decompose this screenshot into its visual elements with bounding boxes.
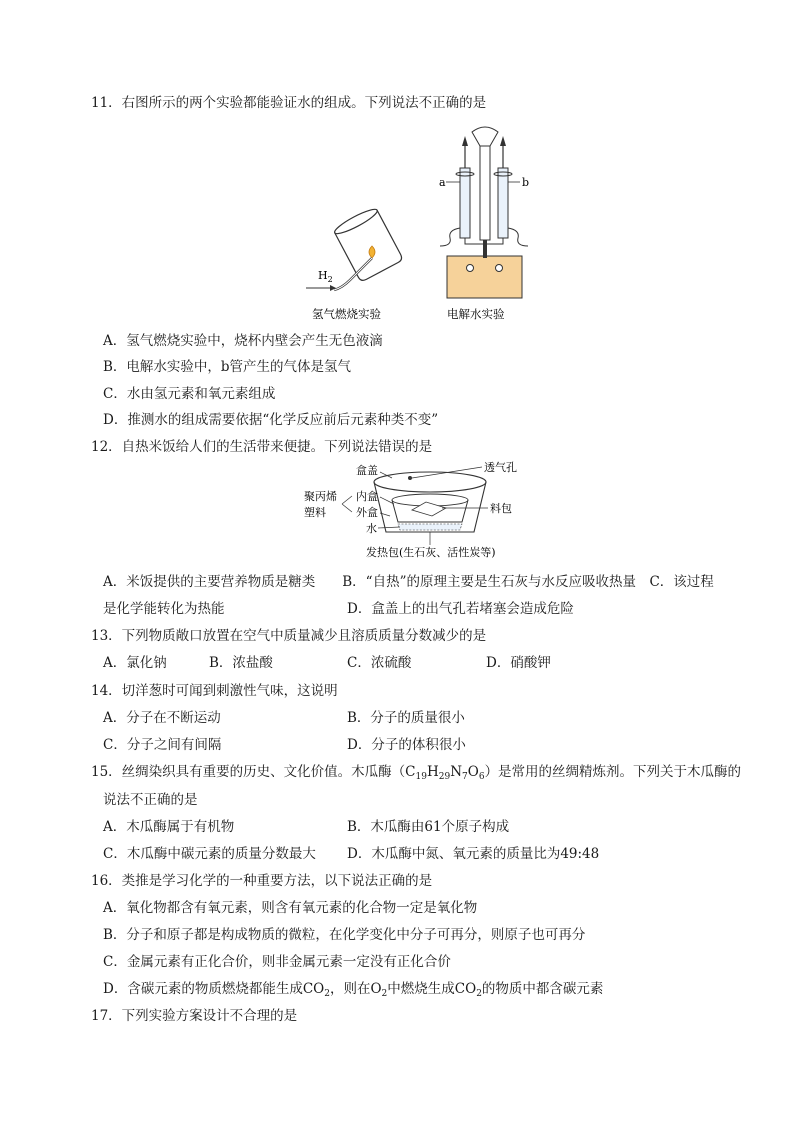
- q12-option-c-cont: 是化学能转化为热能: [103, 601, 225, 617]
- label-vent: 透气孔: [484, 461, 517, 474]
- q14-stem: 14．切洋葱时可闻到刺激性气味，这说明: [91, 683, 338, 699]
- q11-option-a: A．氢气燃烧实验中，烧杯内壁会产生无色液滴: [103, 333, 383, 349]
- q12-figure: [300, 460, 540, 564]
- q17-stem: 17．下列实验方案设计不合理的是: [91, 1008, 298, 1024]
- q13-option-c: C．浓硫酸: [347, 655, 412, 671]
- label-outer-box: 外盒: [356, 506, 378, 519]
- q12-option-d: D．盒盖上的出气孔若堵塞会造成危险: [347, 601, 574, 617]
- beaker-figure: [306, 206, 403, 291]
- q14-option-a: A．分子在不断运动: [103, 710, 221, 726]
- q15-option-b: B．木瓜酶由61个原子构成: [347, 819, 510, 835]
- q15-stem: 15．丝绸染织具有重要的历史、文化价值。木瓜酶$(C_{19}H_{29}N_7O_6)$是常用的丝绸精炼剂。下列关于木瓜酶的: [91, 764, 742, 782]
- q16-option-d: D．含碳元素的物质燃烧都能生成$CO_2$，则在$O_2$中燃烧生成$CO_2$的物质中都含碳元素: [103, 981, 604, 999]
- q11-figure: [300, 118, 550, 328]
- q11-option-c: C．水由氢元素和氧元素组成: [103, 386, 276, 402]
- self-heating-box: [374, 472, 486, 532]
- q15-option-d: D．木瓜酶中氮、氧元素的质量比为49:48: [347, 846, 600, 862]
- q16-option-b: B．分子和原子都是构成物质的微粒，在化学变化中分子可再分，则原子也可再分: [103, 927, 586, 943]
- q13-option-d: D．硝酸钾: [486, 655, 551, 671]
- q16-stem: 16．类推是学习化学的一种重要方法，以下说法正确的是: [91, 873, 433, 889]
- label-lid: 盒盖: [356, 464, 378, 477]
- tube-b-label: b: [522, 176, 530, 189]
- q14-option-d: D．分子的体积很小: [347, 737, 466, 753]
- q15-stem-cont: 说法不正确的是: [103, 792, 198, 808]
- q11-option-b: B．电解水实验中，b管产生的气体是氢气: [103, 359, 352, 375]
- q12-options-line1: A．米饭提供的主要营养物质是糖类 B．“自热”的原理主要是生石灰与水反应吸收热量 C．该过程: [103, 574, 714, 590]
- caption-hydrogen-combustion: 氢气燃烧实验: [312, 307, 381, 321]
- label-polypropylene: 聚丙烯: [304, 490, 337, 503]
- label-water: 水: [366, 522, 377, 535]
- tube-a-label: a: [439, 176, 446, 189]
- q16-option-a: A．氧化物都含有氧元素，则含有氧元素的化合物一定是氧化物: [103, 900, 478, 916]
- caption-electrolysis: 电解水实验: [447, 307, 505, 321]
- q13-stem: 13．下列物质敞口放置在空气中质量减少且溶质质量分数减少的是: [91, 628, 487, 644]
- q15-option-a: A．木瓜酶属于有机物: [103, 819, 235, 835]
- q12-stem: 12．自热米饭给人们的生活带来便捷。下列说法错误的是: [91, 439, 433, 455]
- q13-option-a: A．氯化钠: [103, 655, 167, 671]
- q14-option-b: B．分子的质量很小: [347, 710, 465, 726]
- q11-option-d: D．推测水的组成需要依据“化学反应前后元素种类不变”: [103, 412, 439, 428]
- q15-option-c: C．木瓜酶中碳元素的质量分数最大: [103, 846, 316, 862]
- label-inner-box: 内盒: [356, 490, 378, 503]
- q14-option-c: C．分子之间有间隔: [103, 737, 222, 753]
- label-plastic: 塑料: [304, 506, 326, 519]
- label-ingredient-pack: 料包: [490, 502, 512, 515]
- label-heating-pack: 发热包(生石灰、活性炭等): [366, 546, 496, 559]
- q16-option-c: C．金属元素有正化合价，则非金属元素一定没有正化合价: [103, 954, 451, 970]
- q13-option-b: B．浓盐酸: [209, 655, 273, 671]
- h2-label: $H_2$: [318, 269, 333, 284]
- electrolysis-figure: [439, 127, 529, 298]
- q11-stem: 11．右图所示的两个实验都能验证水的组成。下列说法不正确的是: [91, 95, 487, 111]
